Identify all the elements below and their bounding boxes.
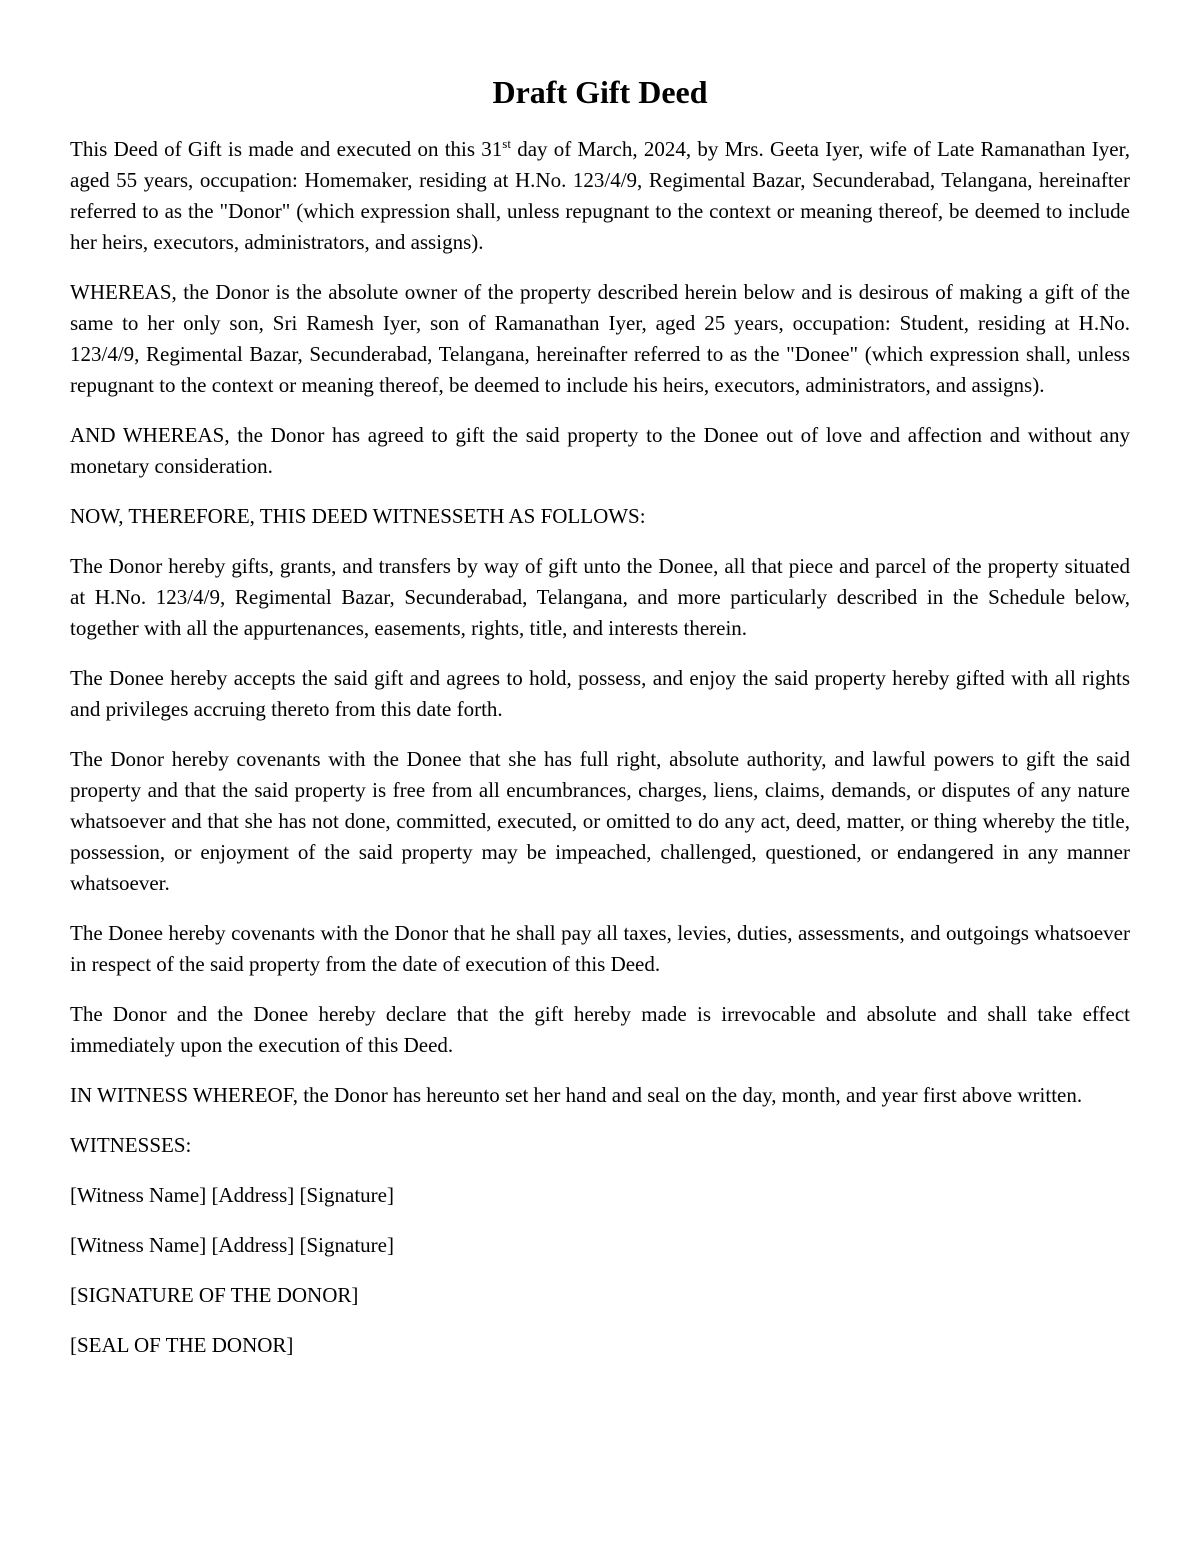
date-ordinal-suffix: st — [502, 136, 511, 151]
donor-seal-line: [SEAL OF THE DONOR] — [70, 1333, 294, 1357]
donor-signature-line: [SIGNATURE OF THE DONOR] — [70, 1283, 359, 1307]
intro-text-rest: day of March, 2024, by Mrs. Geeta Iyer, wife of Late Ramanathan Iyer, aged 55 years, occupation: Homemaker, residing at H.No. 123/4/9, Regimental Bazar, Secunderabad, Telangana, hereinafter referred to as the "Donor" (which expression shall, unless repugnant to the context or meaning thereof, be deemed to include her heirs, executors, administrators, and assigns). — [70, 137, 1130, 254]
intro-paragraph — [70, 134, 1130, 258]
witnesseth-heading: NOW, THEREFORE, THIS DEED WITNESSETH AS FOLLOWS: — [70, 504, 646, 528]
witnesses-heading: WITNESSES: — [70, 1133, 192, 1157]
donor-covenant-paragraph: The Donor hereby covenants with the Donee that she has full right, absolute authority, and lawful powers to gift the said property and that the said property is free from all encumbrances, charges, liens, claims, demands, or disputes of any nature whatsoever and that she has not done, committed, executed, or omitted to do any act, deed, matter, or thing whereby the title, possession, or enjoyment of the said property may be impeached, challenged, questioned, or endangered in any manner whatsoever. — [70, 747, 1130, 895]
witness-line-1: [Witness Name] [Address] [Signature] — [70, 1183, 394, 1207]
in-witness-paragraph: IN WITNESS WHEREOF, the Donor has hereunto set her hand and seal on the day, month, and year first above written. — [70, 1083, 1083, 1107]
donee-covenant-paragraph: The Donee hereby covenants with the Donor that he shall pay all taxes, levies, duties, assessments, and outgoings whatsoever in respect of the said property from the date of execution of this Deed. — [70, 921, 1130, 976]
whereas-paragraph: WHEREAS, the Donor is the absolute owner of the property described herein below and is desirous of making a gift of the same to her only son, Sri Ramesh Iyer, son of Ramanathan Iyer, aged 25 years, occupation: Student, residing at H.No. 123/4/9, Regimental Bazar, Secunderabad, Telangana, hereinafter referred to as the "Donee" (which expression shall, unless repugnant to the context or meaning thereof, be deemed to include his heirs, executors, administrators, and assigns). — [70, 280, 1130, 397]
intro-text-start: This Deed of Gift is made and executed on this 31 — [70, 137, 503, 161]
gift-transfer-paragraph: The Donor hereby gifts, grants, and transfers by way of gift unto the Donee, all that piece and parcel of the property situated at H.No. 123/4/9, Regimental Bazar, Secunderabad, Telangana, and more particularly described in the Schedule below, together with all the appurtenances, easements, rights, title, and interests therein. — [70, 554, 1130, 640]
acceptance-paragraph: The Donee hereby accepts the said gift and agrees to hold, possess, and enjoy the said property hereby gifted with all rights and privileges accruing thereto from this date forth. — [70, 666, 1130, 721]
irrevocable-declaration-paragraph: The Donor and the Donee hereby declare that the gift hereby made is irrevocable and absolute and shall take effect immediately upon the execution of this Deed. — [70, 1002, 1130, 1057]
document-page — [70, 72, 1130, 1380]
document-title: Draft Gift Deed — [492, 74, 708, 110]
and-whereas-paragraph: AND WHEREAS, the Donor has agreed to gift the said property to the Donee out of love and affection and without any monetary consideration. — [70, 423, 1130, 478]
witness-line-2: [Witness Name] [Address] [Signature] — [70, 1233, 394, 1257]
